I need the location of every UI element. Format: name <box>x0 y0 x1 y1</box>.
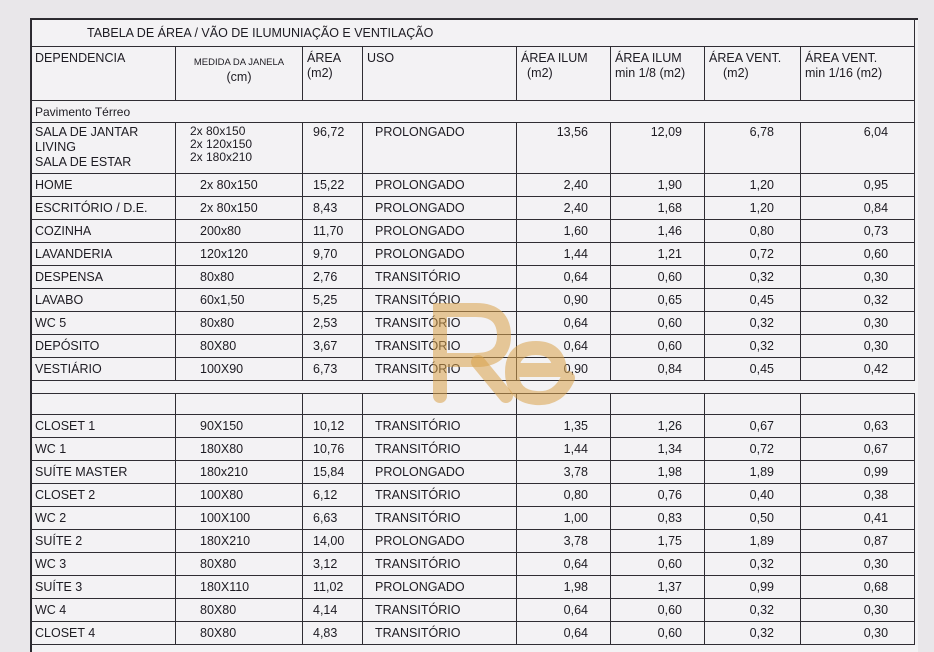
empty-cell <box>517 394 611 415</box>
cell-uso: PROLONGADO <box>363 530 517 553</box>
cell-medida: 2x 80x150 <box>176 174 303 197</box>
cell-vent: 0,32 <box>705 553 801 576</box>
header-ilum-min: ÁREA ILUM min 1/8 (m2) <box>611 47 705 101</box>
area-table <box>30 18 915 645</box>
cell-area: 4,83 <box>303 622 363 645</box>
cell-vent-min: 6,04 <box>801 123 915 174</box>
table-row <box>31 197 915 220</box>
cell-vent-min: 0,73 <box>801 220 915 243</box>
cell-vent-min: 0,30 <box>801 312 915 335</box>
table-row <box>31 507 915 530</box>
cell-ilum: 1,35 <box>517 415 611 438</box>
cell-dependencia: HOME <box>31 174 176 197</box>
cell-vent: 0,72 <box>705 438 801 461</box>
cell-medida: 60x1,50 <box>176 289 303 312</box>
table-row <box>31 289 915 312</box>
cell-vent: 0,32 <box>705 266 801 289</box>
empty-cell <box>303 381 363 394</box>
cell-medida: 2x 80x150 2x 120x150 2x 180x210 <box>176 123 303 174</box>
cell-uso: PROLONGADO <box>363 123 517 174</box>
cell-uso: PROLONGADO <box>363 197 517 220</box>
cell-uso: TRANSITÓRIO <box>363 484 517 507</box>
cell-ilum-min: 1,21 <box>611 243 705 266</box>
cell-area: 3,67 <box>303 335 363 358</box>
table-row <box>31 358 915 381</box>
cell-vent: 0,45 <box>705 358 801 381</box>
header-dependencia: DEPENDENCIA <box>31 47 176 101</box>
cell-vent: 0,99 <box>705 576 801 599</box>
cell-ilum-min: 0,83 <box>611 507 705 530</box>
cell-ilum-min: 0,60 <box>611 312 705 335</box>
cell-medida: 100X100 <box>176 507 303 530</box>
header-vent-min: ÁREA VENT. min 1/16 (m2) <box>801 47 915 101</box>
cell-dependencia: DEPÓSITO <box>31 335 176 358</box>
cell-ilum: 0,64 <box>517 553 611 576</box>
cell-ilum: 0,64 <box>517 312 611 335</box>
cell-area: 6,73 <box>303 358 363 381</box>
cell-area: 11,70 <box>303 220 363 243</box>
cell-vent: 1,89 <box>705 461 801 484</box>
cell-ilum-min: 0,60 <box>611 553 705 576</box>
cell-area: 4,14 <box>303 599 363 622</box>
cell-ilum-min: 1,34 <box>611 438 705 461</box>
cell-vent-min: 0,60 <box>801 243 915 266</box>
cell-ilum: 2,40 <box>517 197 611 220</box>
cell-vent: 0,40 <box>705 484 801 507</box>
cell-uso: PROLONGADO <box>363 174 517 197</box>
table-row <box>31 220 915 243</box>
cell-ilum-min: 0,60 <box>611 599 705 622</box>
cell-ilum-min: 0,60 <box>611 266 705 289</box>
empty-cell <box>363 381 517 394</box>
cell-medida: 120x120 <box>176 243 303 266</box>
cell-area: 5,25 <box>303 289 363 312</box>
cell-vent: 0,32 <box>705 312 801 335</box>
table-row <box>31 461 915 484</box>
table-title: TABELA DE ÁREA / VÃO DE ILUMUNIAÇÃO E VENTILAÇÃO <box>31 19 915 47</box>
cell-dependencia: CLOSET 2 <box>31 484 176 507</box>
cell-vent-min: 0,68 <box>801 576 915 599</box>
cell-ilum: 0,90 <box>517 358 611 381</box>
header-ilum: ÁREA ILUM (m2) <box>517 47 611 101</box>
cell-dependencia: SUÍTE 3 <box>31 576 176 599</box>
header-uso: USO <box>363 47 517 101</box>
table-row <box>31 243 915 266</box>
cell-dependencia: WC 5 <box>31 312 176 335</box>
cell-ilum-min: 1,98 <box>611 461 705 484</box>
cell-medida: 100X90 <box>176 358 303 381</box>
cell-vent-min: 0,95 <box>801 174 915 197</box>
cell-area: 15,84 <box>303 461 363 484</box>
cell-uso: TRANSITÓRIO <box>363 553 517 576</box>
cell-area: 2,53 <box>303 312 363 335</box>
cell-uso: TRANSITÓRIO <box>363 507 517 530</box>
cell-medida: 180x210 <box>176 461 303 484</box>
cell-ilum-min: 0,60 <box>611 335 705 358</box>
cell-ilum: 0,90 <box>517 289 611 312</box>
spacer-row <box>31 381 915 394</box>
cell-ilum-min: 1,26 <box>611 415 705 438</box>
empty-cell <box>705 381 801 394</box>
cell-dependencia: ESCRITÓRIO / D.E. <box>31 197 176 220</box>
cell-vent: 0,80 <box>705 220 801 243</box>
cell-ilum: 3,78 <box>517 530 611 553</box>
cell-area: 11,02 <box>303 576 363 599</box>
cell-ilum: 0,64 <box>517 622 611 645</box>
table-row <box>31 335 915 358</box>
section-label: Pavimento Térreo <box>31 101 915 123</box>
cell-uso: PROLONGADO <box>363 576 517 599</box>
cell-vent: 6,78 <box>705 123 801 174</box>
cell-medida: 180X210 <box>176 530 303 553</box>
cell-vent: 0,45 <box>705 289 801 312</box>
cell-vent-min: 0,42 <box>801 358 915 381</box>
cell-ilum: 1,44 <box>517 438 611 461</box>
cell-vent-min: 0,63 <box>801 415 915 438</box>
cell-uso: TRANSITÓRIO <box>363 289 517 312</box>
cell-area: 2,76 <box>303 266 363 289</box>
cell-area: 96,72 <box>303 123 363 174</box>
cell-dependencia: LAVANDERIA <box>31 243 176 266</box>
cell-area: 10,12 <box>303 415 363 438</box>
cell-uso: TRANSITÓRIO <box>363 266 517 289</box>
cell-uso: TRANSITÓRIO <box>363 438 517 461</box>
cell-ilum-min: 0,76 <box>611 484 705 507</box>
cell-dependencia: SUÍTE MASTER <box>31 461 176 484</box>
empty-cell <box>801 381 915 394</box>
cell-medida: 80X80 <box>176 553 303 576</box>
cell-vent: 0,32 <box>705 335 801 358</box>
table-row <box>31 174 915 197</box>
cell-medida: 180X80 <box>176 438 303 461</box>
cell-medida: 100X80 <box>176 484 303 507</box>
cell-ilum-min: 1,90 <box>611 174 705 197</box>
empty-cell <box>611 394 705 415</box>
empty-cell <box>176 394 303 415</box>
cell-ilum-min: 12,09 <box>611 123 705 174</box>
table-row <box>31 599 915 622</box>
empty-cell <box>176 381 303 394</box>
header-medida: MEDIDA DA JANELA (cm) <box>176 47 303 101</box>
cell-uso: PROLONGADO <box>363 220 517 243</box>
cell-ilum: 0,64 <box>517 335 611 358</box>
cell-ilum-min: 0,84 <box>611 358 705 381</box>
empty-cell <box>31 394 176 415</box>
table-row <box>31 312 915 335</box>
cell-medida: 80X80 <box>176 599 303 622</box>
cell-dependencia: VESTIÁRIO <box>31 358 176 381</box>
cell-medida: 80x80 <box>176 312 303 335</box>
cell-uso: PROLONGADO <box>363 461 517 484</box>
cell-vent-min: 0,87 <box>801 530 915 553</box>
empty-cell <box>517 381 611 394</box>
cell-dependencia: LAVABO <box>31 289 176 312</box>
cell-uso: PROLONGADO <box>363 243 517 266</box>
empty-cell <box>611 381 705 394</box>
cell-ilum: 1,60 <box>517 220 611 243</box>
cell-vent: 0,32 <box>705 599 801 622</box>
cell-area: 9,70 <box>303 243 363 266</box>
cell-uso: TRANSITÓRIO <box>363 622 517 645</box>
cell-vent-min: 0,30 <box>801 622 915 645</box>
header-area: ÁREA (m2) <box>303 47 363 101</box>
cell-uso: TRANSITÓRIO <box>363 599 517 622</box>
cell-dependencia: DESPENSA <box>31 266 176 289</box>
cell-ilum: 13,56 <box>517 123 611 174</box>
cell-medida: 80X80 <box>176 335 303 358</box>
empty-cell <box>801 394 915 415</box>
cell-area: 8,43 <box>303 197 363 220</box>
cell-vent: 0,72 <box>705 243 801 266</box>
table-title-row <box>31 19 915 47</box>
cell-vent-min: 0,30 <box>801 599 915 622</box>
cell-medida: 200x80 <box>176 220 303 243</box>
cell-vent: 1,89 <box>705 530 801 553</box>
cell-ilum: 3,78 <box>517 461 611 484</box>
cell-vent: 0,67 <box>705 415 801 438</box>
table-row <box>31 484 915 507</box>
cell-area: 3,12 <box>303 553 363 576</box>
cell-ilum: 1,44 <box>517 243 611 266</box>
cell-dependencia: SUÍTE 2 <box>31 530 176 553</box>
section-row <box>31 101 915 123</box>
cell-uso: TRANSITÓRIO <box>363 335 517 358</box>
cell-vent-min: 0,84 <box>801 197 915 220</box>
table-row <box>31 123 915 174</box>
cell-ilum: 1,00 <box>517 507 611 530</box>
empty-cell <box>705 394 801 415</box>
blank-row <box>31 394 915 415</box>
cell-medida: 90X150 <box>176 415 303 438</box>
empty-cell <box>363 394 517 415</box>
cell-medida: 80X80 <box>176 622 303 645</box>
cell-area: 6,12 <box>303 484 363 507</box>
cell-dependencia: WC 3 <box>31 553 176 576</box>
cell-medida: 2x 80x150 <box>176 197 303 220</box>
cell-vent-min: 0,38 <box>801 484 915 507</box>
cell-ilum: 0,64 <box>517 266 611 289</box>
cell-ilum-min: 0,65 <box>611 289 705 312</box>
cell-ilum: 0,80 <box>517 484 611 507</box>
cell-vent: 1,20 <box>705 174 801 197</box>
cell-vent-min: 0,32 <box>801 289 915 312</box>
cell-ilum-min: 1,68 <box>611 197 705 220</box>
cell-uso: TRANSITÓRIO <box>363 358 517 381</box>
cell-vent-min: 0,30 <box>801 335 915 358</box>
cell-vent-min: 0,30 <box>801 553 915 576</box>
header-row <box>31 47 915 101</box>
cell-vent-min: 0,67 <box>801 438 915 461</box>
cell-vent-min: 0,99 <box>801 461 915 484</box>
cell-ilum-min: 1,37 <box>611 576 705 599</box>
cell-vent: 0,32 <box>705 622 801 645</box>
cell-ilum-min: 1,75 <box>611 530 705 553</box>
cell-uso: TRANSITÓRIO <box>363 312 517 335</box>
cell-ilum: 1,98 <box>517 576 611 599</box>
cell-area: 6,63 <box>303 507 363 530</box>
table-row <box>31 266 915 289</box>
cell-area: 14,00 <box>303 530 363 553</box>
cell-dependencia: WC 1 <box>31 438 176 461</box>
cell-dependencia: CLOSET 4 <box>31 622 176 645</box>
cell-vent-min: 0,30 <box>801 266 915 289</box>
table-row <box>31 530 915 553</box>
empty-cell <box>303 394 363 415</box>
cell-dependencia: CLOSET 1 <box>31 415 176 438</box>
table-row <box>31 622 915 645</box>
cell-vent: 0,50 <box>705 507 801 530</box>
cell-vent-min: 0,41 <box>801 507 915 530</box>
cell-uso: TRANSITÓRIO <box>363 415 517 438</box>
header-vent: ÁREA VENT. (m2) <box>705 47 801 101</box>
cell-medida: 180X110 <box>176 576 303 599</box>
table-row <box>31 553 915 576</box>
table-row <box>31 576 915 599</box>
cell-area: 10,76 <box>303 438 363 461</box>
table-row <box>31 438 915 461</box>
cell-medida: 80x80 <box>176 266 303 289</box>
cell-dependencia: COZINHA <box>31 220 176 243</box>
cell-ilum-min: 0,60 <box>611 622 705 645</box>
cell-dependencia: SALA DE JANTAR LIVING SALA DE ESTAR <box>31 123 176 174</box>
cell-vent: 1,20 <box>705 197 801 220</box>
cell-area: 15,22 <box>303 174 363 197</box>
empty-cell <box>31 381 176 394</box>
cell-dependencia: WC 2 <box>31 507 176 530</box>
table-row <box>31 415 915 438</box>
cell-ilum: 2,40 <box>517 174 611 197</box>
cell-dependencia: WC 4 <box>31 599 176 622</box>
cell-ilum-min: 1,46 <box>611 220 705 243</box>
cell-ilum: 0,64 <box>517 599 611 622</box>
